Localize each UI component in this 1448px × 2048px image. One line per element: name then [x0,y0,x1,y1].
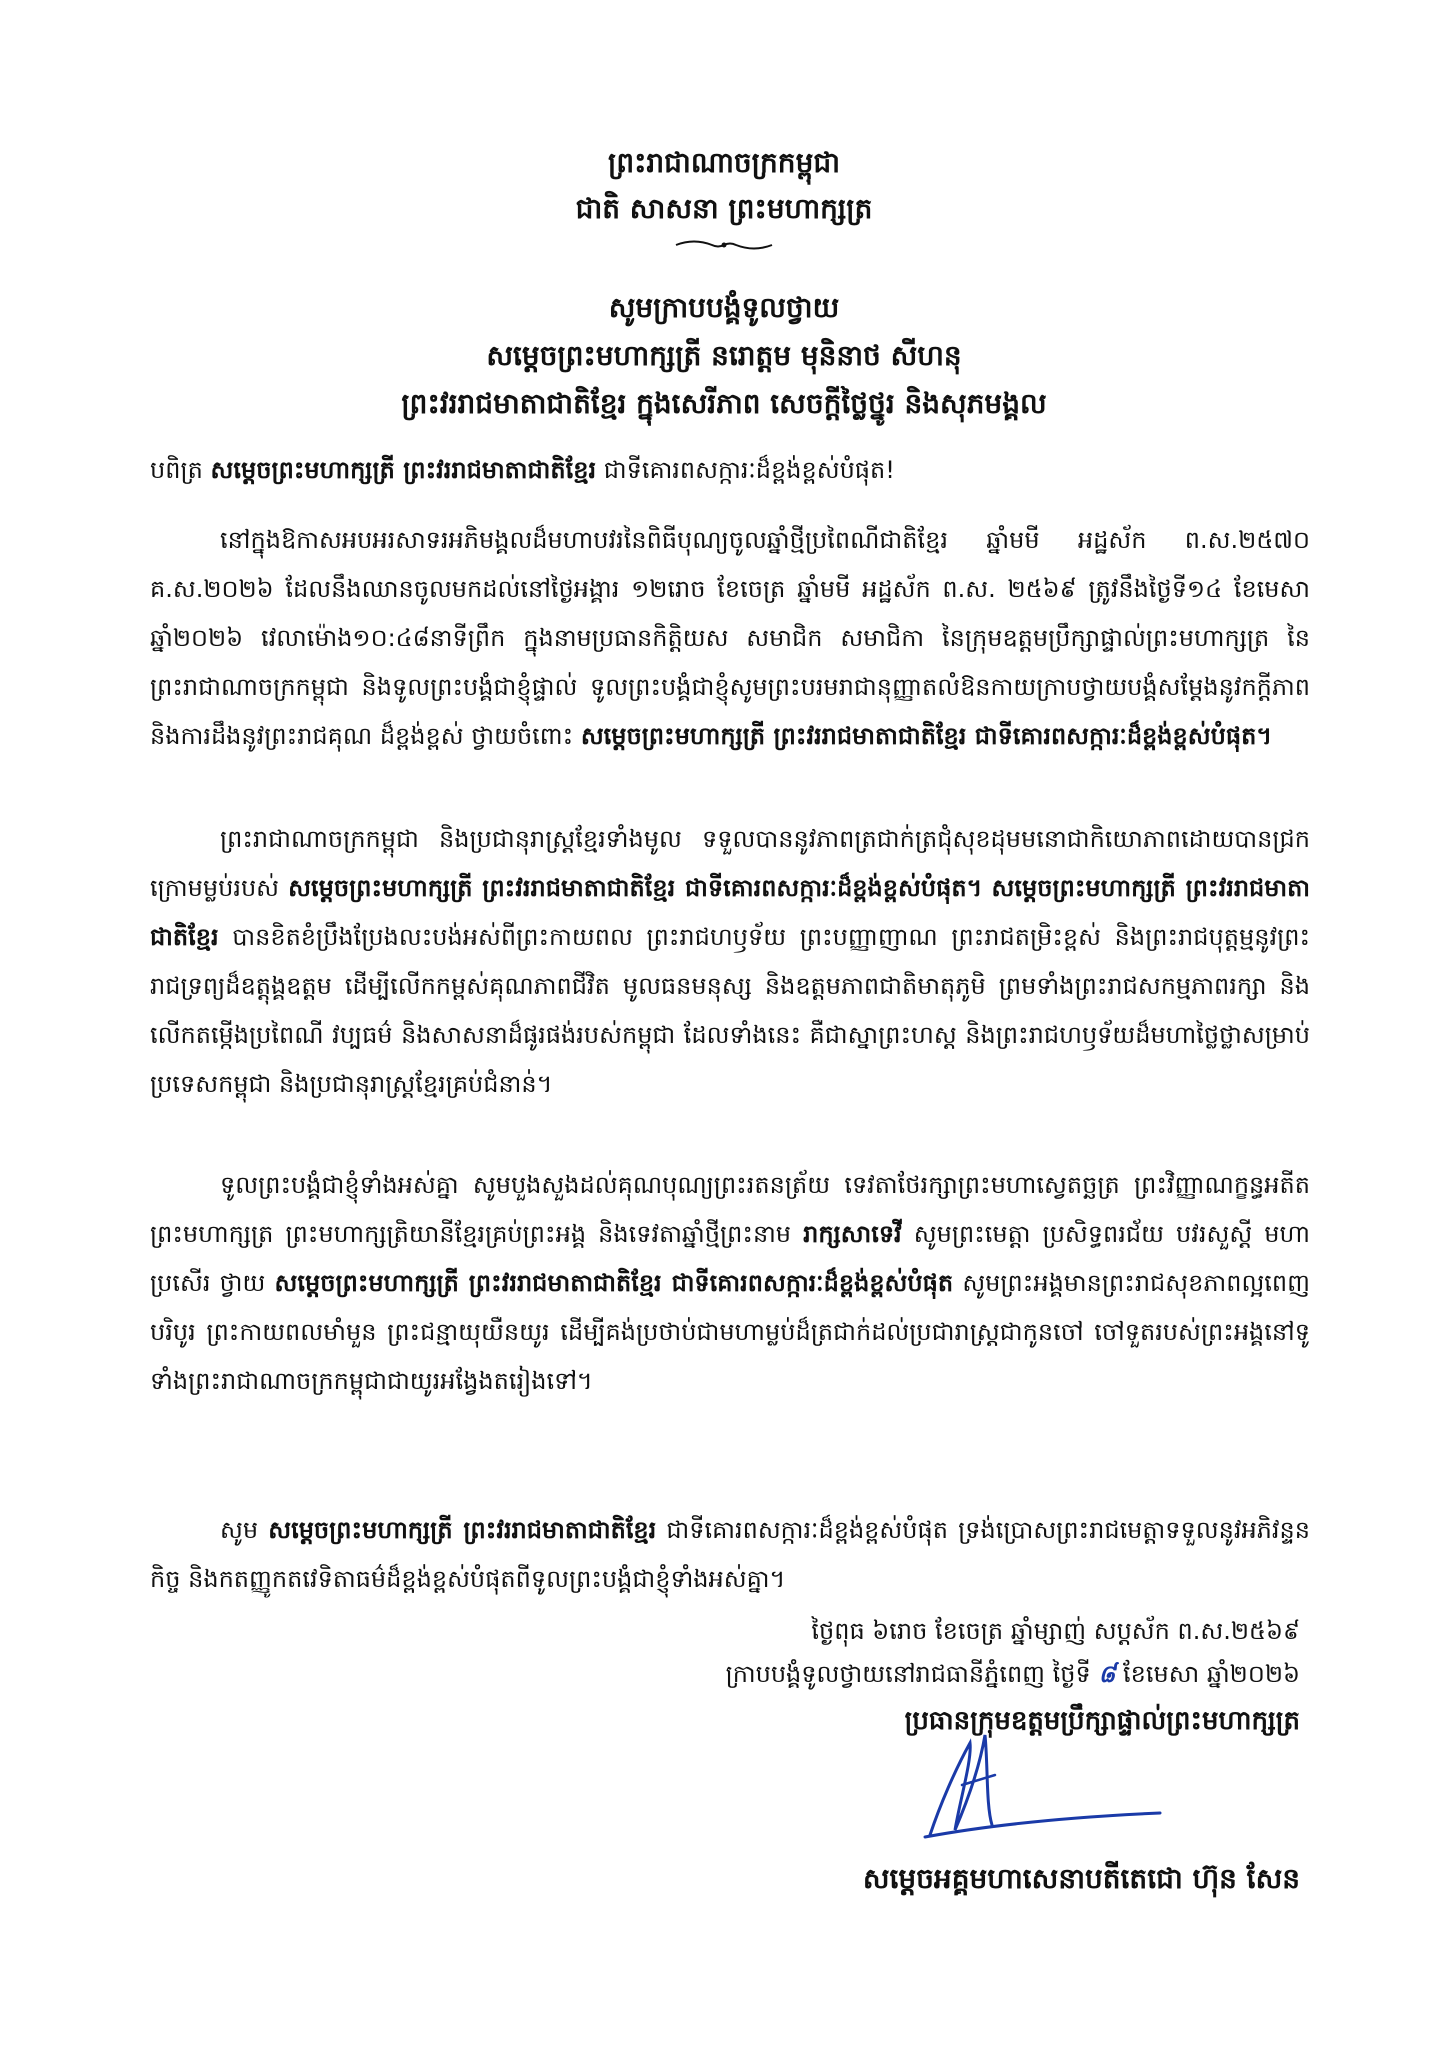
address-line-2: សម្តេចព្រះមហាក្សត្រី នរោត្តម មុនិនាថ សីហនុ [486,339,962,372]
paragraph-1 [150,516,1310,761]
paragraph-2-text-a: ព្រះរាជាណាចក្រកម្ពុជា និងប្រជានុរាស្ត្រខ្មែរទាំងមូល ទទួលបាននូវភាពត្រជាក់ត្រជុំសុខដុមមនោជាកិយោភាពដោយបានជ្រកក្រោមម្លប់របស់ [150,825,1310,902]
salutation-prefix: បពិត្រ [150,456,203,484]
place-date [500,1653,1300,1696]
paragraph-3-text-b: សូមព្រះមេត្តា ប្រសិទ្ធពរជ័យ បវរសួស្តី មហាប្រសើរ ថ្វាយ [150,1220,1310,1297]
address-line-1: សូមក្រាបបង្គំទូលថ្វាយ [608,291,840,324]
paragraph-3-bold-2: សម្តេចព្រះមហាក្សត្រី ព្រះវររាជមាតាជាតិខ្មែរ ជាទីគោរពសក្ការៈដ៏ខ្ពង់ខ្ពស់បំផុត [274,1269,954,1297]
paragraph-4 [150,1506,1310,1604]
paragraph-4-text-b: ជាទីគោរពសក្ការៈដ៏ខ្ពង់ខ្ពស់បំផុត ទ្រង់ប្រោសព្រះរាជមេត្តាទទួលនូវអភិវន្ទនកិច្ច និងកតញ្ញូកតវេទិតាធម៌ដ៏ខ្ពង់ខ្ពស់បំផុតពីទូលព្រះបង្គំជាខ្ញុំទាំងអស់គ្នា។ [150,1516,1310,1593]
paragraph-3 [150,1161,1310,1406]
salutation-suffix: ជាទីគោរពសក្ការៈដ៏ខ្ពង់ខ្ពស់បំផុត! [603,456,895,484]
address-line-3: ព្រះវររាជមាតាជាតិខ្មែរ ក្នុងសេរីភាព សេចក្តីថ្លៃថ្នូរ និងសុភមង្គល [401,387,1047,420]
handwritten-day: ៨ [1098,1660,1116,1688]
place-date-suffix: ខែមេសា ឆ្នាំ២០២៦ [1123,1660,1300,1688]
paragraph-4-text-a: សូម [220,1516,259,1544]
paragraph-1-bold: សម្តេចព្រះមហាក្សត្រី ព្រះវររាជមាតាជាតិខ្មែរ ជាទីគោរពសក្ការៈដ៏ខ្ពង់ខ្ពស់បំផុត។ [580,722,1273,750]
salutation [150,446,1310,495]
handwritten-signature-icon [900,1725,1180,1855]
lunar-date: ថ្ងៃពុធ ៦រោច ខែចេត្រ ឆ្នាំម្សាញ់ សប្តស័ក ព.ស.២៥៦៩ [811,1617,1300,1645]
signer-title: ប្រធានក្រុមឧត្តមប្រឹក្សាផ្ទាល់ព្រះមហាក្សត្រ [904,1706,1300,1736]
ornament-divider-icon [674,238,774,252]
salutation-title: សម្តេចព្រះមហាក្សត្រី ព្រះវររាជមាតាជាតិខ្មែរ [210,456,597,484]
paragraph-2-bold-1: សម្តេចព្រះមហាក្សត្រី ព្រះវររាជមាតាជាតិខ្មែរ ជាទីគោរពសក្ការៈដ៏ខ្ពង់ខ្ពស់បំផុត។ [288,874,983,902]
paragraph-3-text-c: សូមព្រះអង្គមានព្រះរាជសុខភាពល្អពេញបរិបូរ ព្រះកាយពលមាំមួន ព្រះជន្មាយុយឺនយូរ ដើម្បីគង់ប្រថាប់ជាមហាម្លប់ដ៏ត្រជាក់ដល់ប្រជារាស្ត្រជាកូនចៅ ចៅទួតរបស់ព្រះអង្គនៅទូទាំងព្រះរាជាណាចក្រកម្ពុជាជាយូរអង្វែងតរៀងទៅ។ [150,1269,1311,1395]
paragraph-3-bold-1: រាក្សសាទេវី [803,1220,902,1248]
paragraph-4-bold: សម្តេចព្រះមហាក្សត្រី ព្រះវររាជមាតាជាតិខ្មែរ [268,1516,657,1544]
paragraph-2-bold-2: សម្តេចព្រះមហាក្សត្រី ព្រះវររាជមាតាជាតិខ្មែរ [150,874,1310,951]
motto-heading: ជាតិ សាសនា ព្រះមហាក្សត្រ [575,192,873,225]
place-date-prefix: ក្រាបបង្គំទូលថ្វាយនៅរាជធានីភ្នំពេញ ថ្ងៃទី [725,1660,1091,1688]
paragraph-3-text-a: ទូលព្រះបង្គំជាខ្ញុំទាំងអស់គ្នា សូមបួងសួងដល់គុណបុណ្យព្រះរតនត្រ័យ ទេវតាថែរក្សាព្រះមហាស្វេតច្ឆត្រ ព្រះវិញ្ញាណក្ខន្ធអតីតព្រះមហាក្សត្រ ព្រះមហាក្សត្រិយានីខ្មែរគ្រប់ព្រះអង្គ និងទេវតាឆ្នាំថ្មីព្រះនាម [150,1171,1310,1248]
paragraph-1-text: នៅក្នុងឱកាសអបអរសាទរអភិមង្គលដ៏មហាបវរនៃពិធីបុណ្យចូលឆ្នាំថ្មីប្រពៃណីជាតិខ្មែរ ឆ្នាំមមី អដ្ឋស័ក ព.ស.២៥៧០ គ.ស.២០២៦ ដែលនឹងឈានចូលមកដល់នៅថ្ងៃអង្គារ ១២រោច ខែចេត្រ ឆ្នាំមមី អដ្ឋស័ក ព.ស. ២៥៦៩ ត្រូវនឹងថ្ងៃទី១៤ ខែមេសា ឆ្នាំ២០២៦ វេលាម៉ោង១០:៤៨នាទីព្រឹក ក្នុងនាមប្រធានកិត្តិយស សមាជិក សមាជិកា នៃក្រុមឧត្តមប្រឹក្សាផ្ទាល់ព្រះមហាក្សត្រ នៃព្រះរាជាណាចក្រកម្ពុជា និងទូលព្រះបង្គំជាខ្ញុំផ្ទាល់ ទូលព្រះបង្គំជាខ្ញុំសូមព្រះបរមរាជានុញ្ញាតលំឱនកាយក្រាបថ្វាយបង្គំសម្តែងនូវកក្តីភាព និងការដឹងនូវព្រះរាជគុណ ដ៏ខ្ពង់ខ្ពស់ ថ្វាយចំពោះ [150,526,1310,750]
signer-name: សម្តេចអគ្គមហាសេនាបតីតេជោ ហ៊ុន សែន [862,1862,1300,1895]
paragraph-2-text-b: បានខិតខំប្រឹងប្រែងលះបង់អស់ពីព្រះកាយពល ព្រះរាជហឫទ័យ ព្រះបញ្ញាញាណ ព្រះរាជតម្រិះខ្ពស់ និងព្រះរាជបុត្តម្មនូវព្រះរាជទ្រព្យដ៏ឧត្តុង្គឧត្តម ដើម្បីលើកកម្ពស់គុណភាពជីវិត មូលធនមនុស្ស និងឧត្តមភាពជាតិមាតុភូមិ ព្រមទាំងព្រះរាជសកម្មភាពរក្សា និងលើកតម្កើងប្រពៃណី វប្បធម៌ និងសាសនាដ៏ផូរផង់របស់កម្ពុជា ដែលទាំងនេះ គឺជាស្នាព្រះហស្ត និងព្រះរាជហឫទ័យដ៏មហាថ្លៃថ្លាសម្រាប់ប្រទេសកម្ពុជា និងប្រជានុរាស្ត្រខ្មែរគ្រប់ជំនាន់។ [150,923,1310,1098]
paragraph-2 [150,815,1310,1109]
kingdom-heading: ព្រះរាជាណាចក្រកម្ពុជា [607,146,840,179]
